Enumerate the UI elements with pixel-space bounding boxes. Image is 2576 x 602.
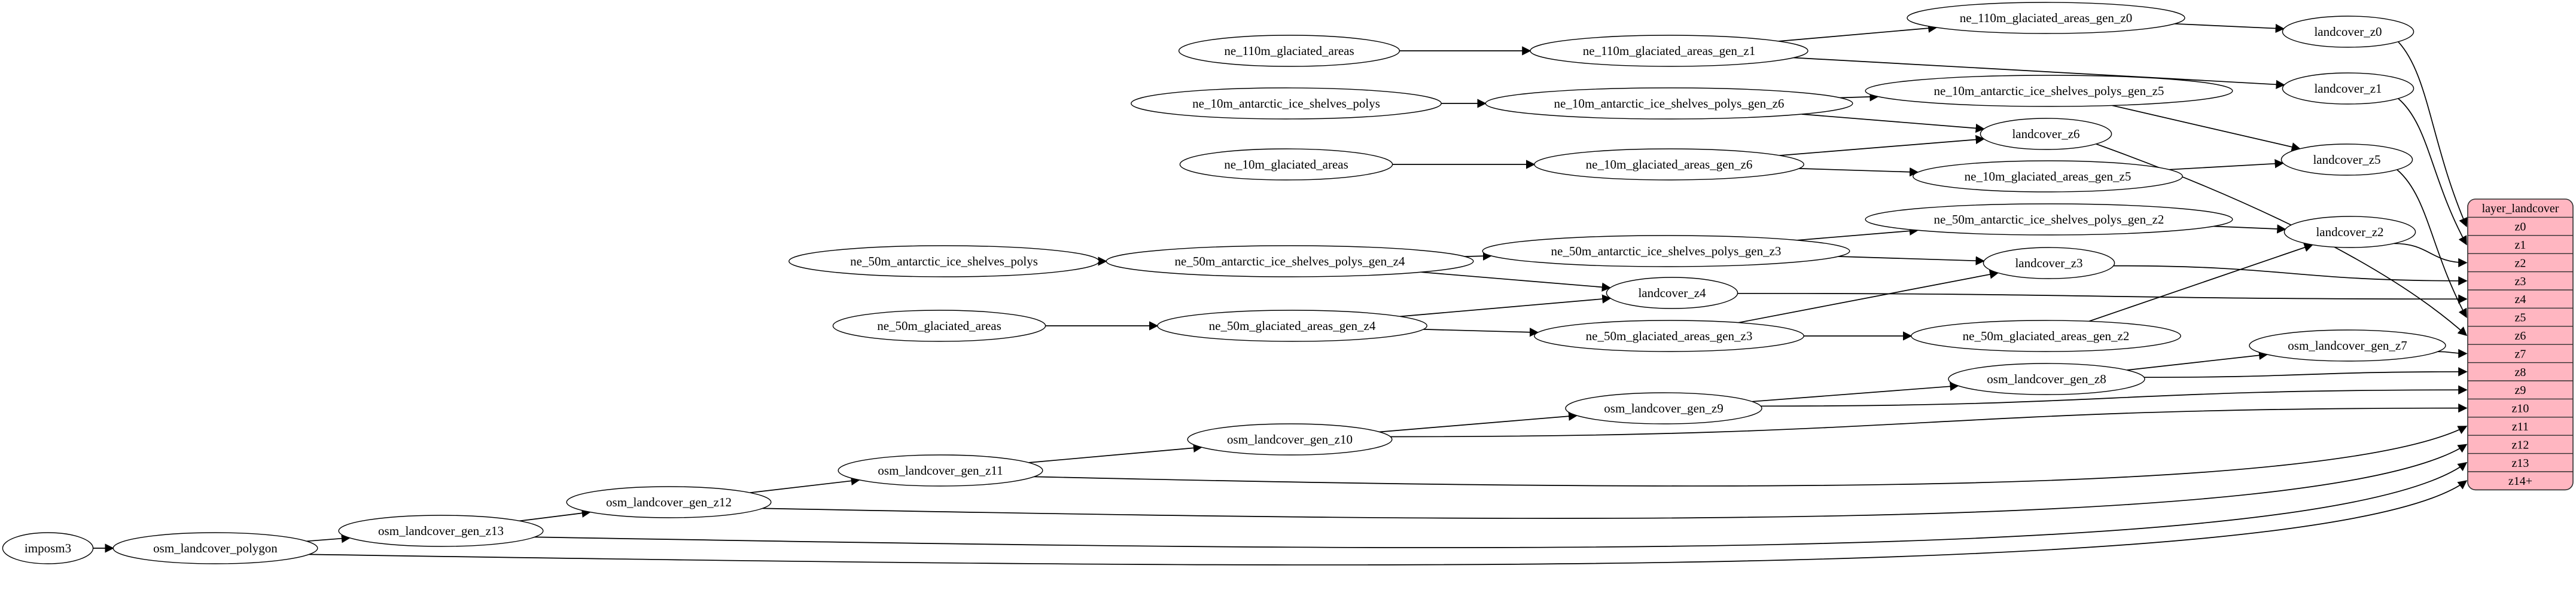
layer-landcover-table [2468, 199, 2573, 490]
edge-osm_landcover_gen_z9-osm_landcover_gen_z8 [1752, 386, 1959, 401]
node-ne_50m_antarctic_ice_shelves_polys [789, 246, 1099, 277]
node-label: ne_50m_antarctic_ice_shelves_polys_gen_z2 [1933, 212, 2164, 227]
node-label: landcover_z5 [2313, 152, 2381, 167]
edge-osm_landcover_gen_z12-osm_landcover_gen_z11 [750, 480, 860, 493]
table-row-z2: z2 [2514, 256, 2526, 270]
node-label: ne_10m_antarctic_ice_shelves_polys_gen_z6 [1554, 96, 1785, 111]
node-ne_10m_antarctic_ice_shelves_polys_gen_z5 [1865, 75, 2233, 106]
node-label: osm_landcover_polygon [153, 541, 278, 555]
node-osm_landcover_gen_z9 [1566, 393, 1762, 424]
node-ne_50m_antarctic_ice_shelves_polys_gen_z2 [1865, 204, 2233, 235]
table-row-z4: z4 [2514, 293, 2526, 307]
node-ne_50m_antarctic_ice_shelves_polys_gen_z3 [1482, 236, 1850, 267]
table-row-z7: z7 [2514, 347, 2526, 361]
edge-ne_50m_glaciated_areas_gen_z3-landcover_z3 [1738, 273, 1998, 322]
edge-ne_50m_antarctic_ice_shelves_polys_gen_z3-landcover_z3 [1838, 256, 1984, 261]
edge-ne_10m_antarctic_ice_shelves_polys_gen_z5-landcover_z5 [2112, 105, 2300, 149]
node-ne_50m_glaciated_areas_gen_z4 [1158, 310, 1427, 341]
node-osm_landcover_gen_z12 [567, 487, 771, 518]
node-ne_110m_glaciated_areas_gen_z1 [1530, 35, 1808, 66]
node-osm_landcover_gen_z11 [838, 455, 1043, 486]
edge-ne_110m_glaciated_areas_gen_z0-landcover_z0 [2175, 24, 2284, 29]
node-ne_10m_antarctic_ice_shelves_polys_gen_z6 [1485, 88, 1853, 119]
edge-osm_landcover_gen_z10-osm_landcover_gen_z9 [1380, 415, 1577, 432]
edge-osm_landcover_polygon-osm_landcover_gen_z13 [306, 538, 349, 542]
node-osm_landcover_gen_z10 [1187, 424, 1392, 455]
edge-ne_50m_antarctic_ice_shelves_polys_gen_z2-landcover_z2 [2213, 227, 2285, 230]
node-label: ne_10m_antarctic_ice_shelves_polys [1192, 96, 1380, 111]
node-imposm3 [2, 533, 93, 564]
edge-ne_10m_antarctic_ice_shelves_polys_gen_z6-landcover_z6 [1802, 114, 1984, 129]
node-label: osm_landcover_gen_z7 [2288, 338, 2407, 353]
node-label: landcover_z1 [2314, 81, 2382, 96]
node-label: ne_50m_antarctic_ice_shelves_polys [850, 254, 1038, 268]
node-osm_landcover_polygon [113, 533, 318, 564]
table-row-z1: z1 [2514, 239, 2526, 252]
node-label: osm_landcover_gen_z12 [606, 495, 732, 509]
node-osm_landcover_gen_z13 [339, 515, 543, 546]
edge-ne_110m_glaciated_areas_gen_z1-ne_110m_glaciated_areas_gen_z0 [1779, 27, 1936, 41]
node-label: landcover_z6 [2012, 127, 2080, 141]
node-label: osm_landcover_gen_z13 [378, 524, 504, 538]
edge-ne_10m_antarctic_ice_shelves_polys_gen_z6-ne_10m_antarctic_ice_shelves_polys_gen_z5 [1840, 97, 1878, 98]
table-row-z11: z11 [2511, 420, 2529, 433]
node-ne_10m_antarctic_ice_shelves_polys [1131, 88, 1441, 119]
table-row-z10: z10 [2511, 402, 2529, 415]
node-ne_50m_antarctic_ice_shelves_polys_gen_z4 [1106, 246, 1473, 277]
node-ne_50m_glaciated_areas_gen_z2 [1911, 320, 2181, 352]
node-ne_110m_glaciated_areas [1179, 35, 1400, 66]
edge-ne_10m_glaciated_areas_gen_z5-landcover_z5 [2169, 163, 2283, 170]
node-landcover_z1 [2282, 73, 2413, 104]
node-label: imposm3 [24, 541, 72, 555]
node-osm_landcover_gen_z8 [1948, 363, 2145, 395]
node-landcover_z4 [1606, 277, 1737, 308]
edge-landcover_z2-z2 [2394, 243, 2467, 262]
table-row-z8: z8 [2514, 365, 2526, 379]
node-label: landcover_z3 [2015, 256, 2083, 270]
node-label: ne_50m_glaciated_areas [877, 319, 1001, 333]
edge-osm_landcover_gen_z13-z13 [535, 463, 2467, 548]
edge-landcover_z4-z4 [1738, 294, 2467, 299]
node-label: ne_50m_antarctic_ice_shelves_polys_gen_z4 [1174, 254, 1405, 268]
node-ne_10m_glaciated_areas_gen_z6 [1534, 149, 1804, 180]
edge-ne_50m_glaciated_areas_gen_z4-landcover_z4 [1400, 298, 1610, 317]
node-label: ne_10m_glaciated_areas [1224, 157, 1348, 172]
edge-landcover_z5-z5 [2397, 170, 2467, 317]
table-row-z14+: z14+ [2508, 475, 2533, 488]
table-row-z12: z12 [2511, 438, 2529, 452]
node-label: ne_110m_glaciated_areas_gen_z0 [1959, 11, 2133, 25]
edge-osm_landcover_gen_z11-osm_landcover_gen_z10 [1028, 447, 1201, 463]
edge-ne_10m_glaciated_areas_gen_z6-landcover_z6 [1779, 139, 1984, 155]
node-label: landcover_z0 [2314, 25, 2382, 39]
edge-osm_landcover_gen_z13-osm_landcover_gen_z12 [520, 512, 590, 521]
node-landcover_z5 [2281, 144, 2412, 175]
node-label: ne_50m_glaciated_areas_gen_z2 [1962, 329, 2130, 343]
node-label: ne_10m_glaciated_areas_gen_z5 [1964, 169, 2132, 184]
node-label: landcover_z4 [1638, 286, 1706, 300]
edge-ne_50m_glaciated_areas_gen_z2-landcover_z2 [2089, 245, 2313, 321]
node-label: ne_10m_glaciated_areas_gen_z6 [1585, 157, 1753, 172]
table-row-z13: z13 [2511, 456, 2529, 470]
node-label: ne_110m_glaciated_areas [1224, 44, 1354, 58]
node-ne_10m_glaciated_areas_gen_z5 [1913, 161, 2182, 192]
node-landcover_z2 [2284, 216, 2415, 247]
node-ne_50m_glaciated_areas [833, 310, 1045, 341]
node-ne_10m_glaciated_areas [1180, 149, 1392, 180]
node-osm_landcover_gen_z7 [2249, 330, 2446, 361]
table-row-z9: z9 [2514, 384, 2526, 398]
edge-ne_50m_glaciated_areas_gen_z4-ne_50m_glaciated_areas_gen_z3 [1423, 329, 1537, 332]
edge-osm_landcover_gen_z12-z12 [763, 444, 2467, 518]
table-title: layer_landcover [2481, 202, 2559, 216]
node-landcover_z6 [1980, 118, 2111, 149]
node-label: ne_50m_glaciated_areas_gen_z3 [1585, 329, 1753, 343]
node-ne_110m_glaciated_areas_gen_z0 [1907, 2, 2185, 33]
node-ne_50m_glaciated_areas_gen_z3 [1534, 320, 1804, 352]
table-row-z6: z6 [2514, 329, 2526, 343]
edge-osm_landcover_gen_z8-z8 [2144, 372, 2467, 377]
edge-landcover_z1-z1 [2398, 99, 2467, 245]
table-row-z0: z0 [2514, 220, 2526, 234]
edge-ne_50m_antarctic_ice_shelves_polys_gen_z4-landcover_z4 [1421, 272, 1610, 288]
edge-osm_landcover_gen_z8-osm_landcover_gen_z7 [2127, 355, 2267, 370]
node-label: ne_50m_glaciated_areas_gen_z4 [1208, 319, 1376, 333]
table-row-z3: z3 [2514, 274, 2526, 288]
node-label: ne_10m_antarctic_ice_shelves_polys_gen_z5 [1933, 84, 2164, 98]
node-landcover_z3 [1983, 247, 2114, 279]
edge-osm_landcover_gen_z10-z10 [1390, 408, 2467, 437]
edge-landcover_z3-z3 [2114, 266, 2467, 281]
node-label: ne_50m_antarctic_ice_shelves_polys_gen_z3 [1551, 244, 1782, 258]
node-label: landcover_z2 [2316, 225, 2384, 239]
node-label: ne_110m_glaciated_areas_gen_z1 [1582, 44, 1756, 58]
edge-osm_landcover_gen_z7-z7 [2438, 352, 2467, 353]
edge-ne_10m_glaciated_areas_gen_z6-ne_10m_glaciated_areas_gen_z5 [1799, 169, 1918, 172]
node-label: osm_landcover_gen_z9 [1604, 401, 1724, 415]
node-landcover_z0 [2282, 16, 2413, 47]
edge-landcover_z0-z0 [2398, 42, 2467, 227]
table-row-z5: z5 [2514, 311, 2526, 325]
node-label: osm_landcover_gen_z10 [1227, 432, 1353, 447]
node-label: osm_landcover_gen_z11 [878, 463, 1003, 478]
edge-ne_50m_antarctic_ice_shelves_polys_gen_z3-ne_50m_antarctic_ice_shelves_polys_gen_z2 [1797, 230, 1917, 240]
node-label: osm_landcover_gen_z8 [1987, 372, 2106, 386]
